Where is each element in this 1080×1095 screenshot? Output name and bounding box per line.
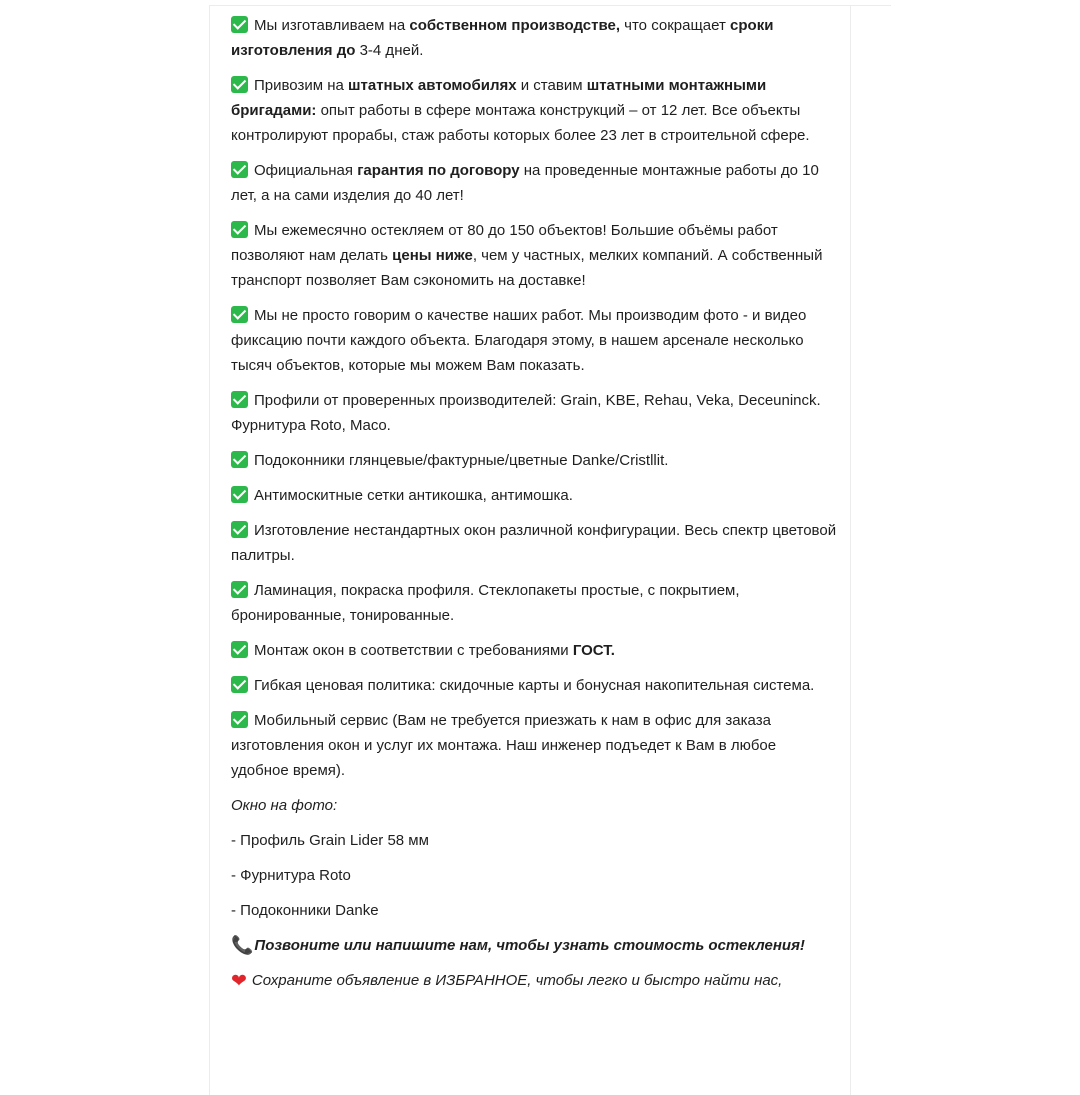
phone-icon: 📞 [231,935,254,955]
check-mark-icon [231,16,248,33]
benefit-item: Мы изготавливаем на собственном производстве, что сокращает сроки изготовления до 3-4 дней. [231,17,774,59]
benefit-item: Мы ежемесячно остекляем от 80 до 150 объектов! Большие объёмы работ позволяют нам делать цены ниже, чем у частных, мелких компаний. А собственный транспорт позволяет Вам сэкономить на доставке! [231,222,823,289]
check-mark-icon [231,581,248,598]
check-mark-icon [231,486,248,503]
photo-spec-item: - Профиль Grain Lider 58 мм [231,832,429,849]
benefit-item: Монтаж окон в соответствии с требованиями ГОСТ. [231,638,837,663]
benefit-item: Профили от проверенных производителей: Grain, KBE, Rehau, Veka, Deceuninck. Фурнитура Roto, Maco. [231,392,821,434]
check-mark-icon [231,306,248,323]
benefit-item: Привозим на штатных автомобилях и ставим штатными монтажными бригадами: опыт работы в сфере монтажа конструкций – от 12 лет. Все объекты контролируют прорабы, стаж работы которых более 23 лет в строительной сфере. [231,77,810,144]
listing-description [231,13,837,1004]
benefit-item: Антимоскитные сетки антикошка, антимошка. [231,483,837,508]
check-mark-icon [231,221,248,238]
benefit-item: Подоконники глянцевые/фактурные/цветные Danke/Cristllit. [231,448,837,473]
benefit-item: Мобильный сервис (Вам не требуется приезжать к нам в офис для заказа изготовления окон и услуг их монтажа. Наш инженер подъедет к Вам в любое удобное время). [231,712,777,779]
photo-caption: Окно на фото: [231,797,338,814]
check-mark-icon [231,391,248,408]
check-mark-icon [231,676,248,693]
benefit-item: Официальная гарантия по договору на проведенные монтажные работы до 10 лет, а на сами изделия до 40 лет! [231,162,819,204]
heart-icon: ❤ [231,971,247,992]
check-mark-icon [231,641,248,658]
benefit-item: Мы не просто говорим о качестве наших работ. Мы производим фото - и видео фиксацию почти каждого объекта. Благодаря этому, в нашем арсенале несколько тысяч объектов, которые мы можем Вам показать. [231,307,807,374]
check-mark-icon [231,161,248,178]
benefit-item: Ламинация, покраска профиля. Стеклопакеты простые, с покрытием, бронированные, тонированные. [231,582,740,624]
check-mark-icon [231,521,248,538]
photo-spec-item: - Подоконники Danke [231,902,379,919]
check-mark-icon [231,451,248,468]
benefit-item: Изготовление нестандартных окон различной конфигурации. Весь спектр цветовой палитры. [231,522,837,564]
call-to-action: 📞Позвоните или напишите нам, чтобы узнать стоимость остекления! [231,933,837,958]
benefit-item: Гибкая ценовая политика: скидочные карты и бонусная накопительная система. [231,673,837,698]
check-mark-icon [231,711,248,728]
top-divider [209,5,891,6]
photo-spec-item: - Фурнитура Roto [231,867,351,884]
check-mark-icon [231,76,248,93]
favorite-note: ❤ Сохраните объявление в ИЗБРАННОЕ, чтобы легко и быстро найти нас, [231,971,783,992]
